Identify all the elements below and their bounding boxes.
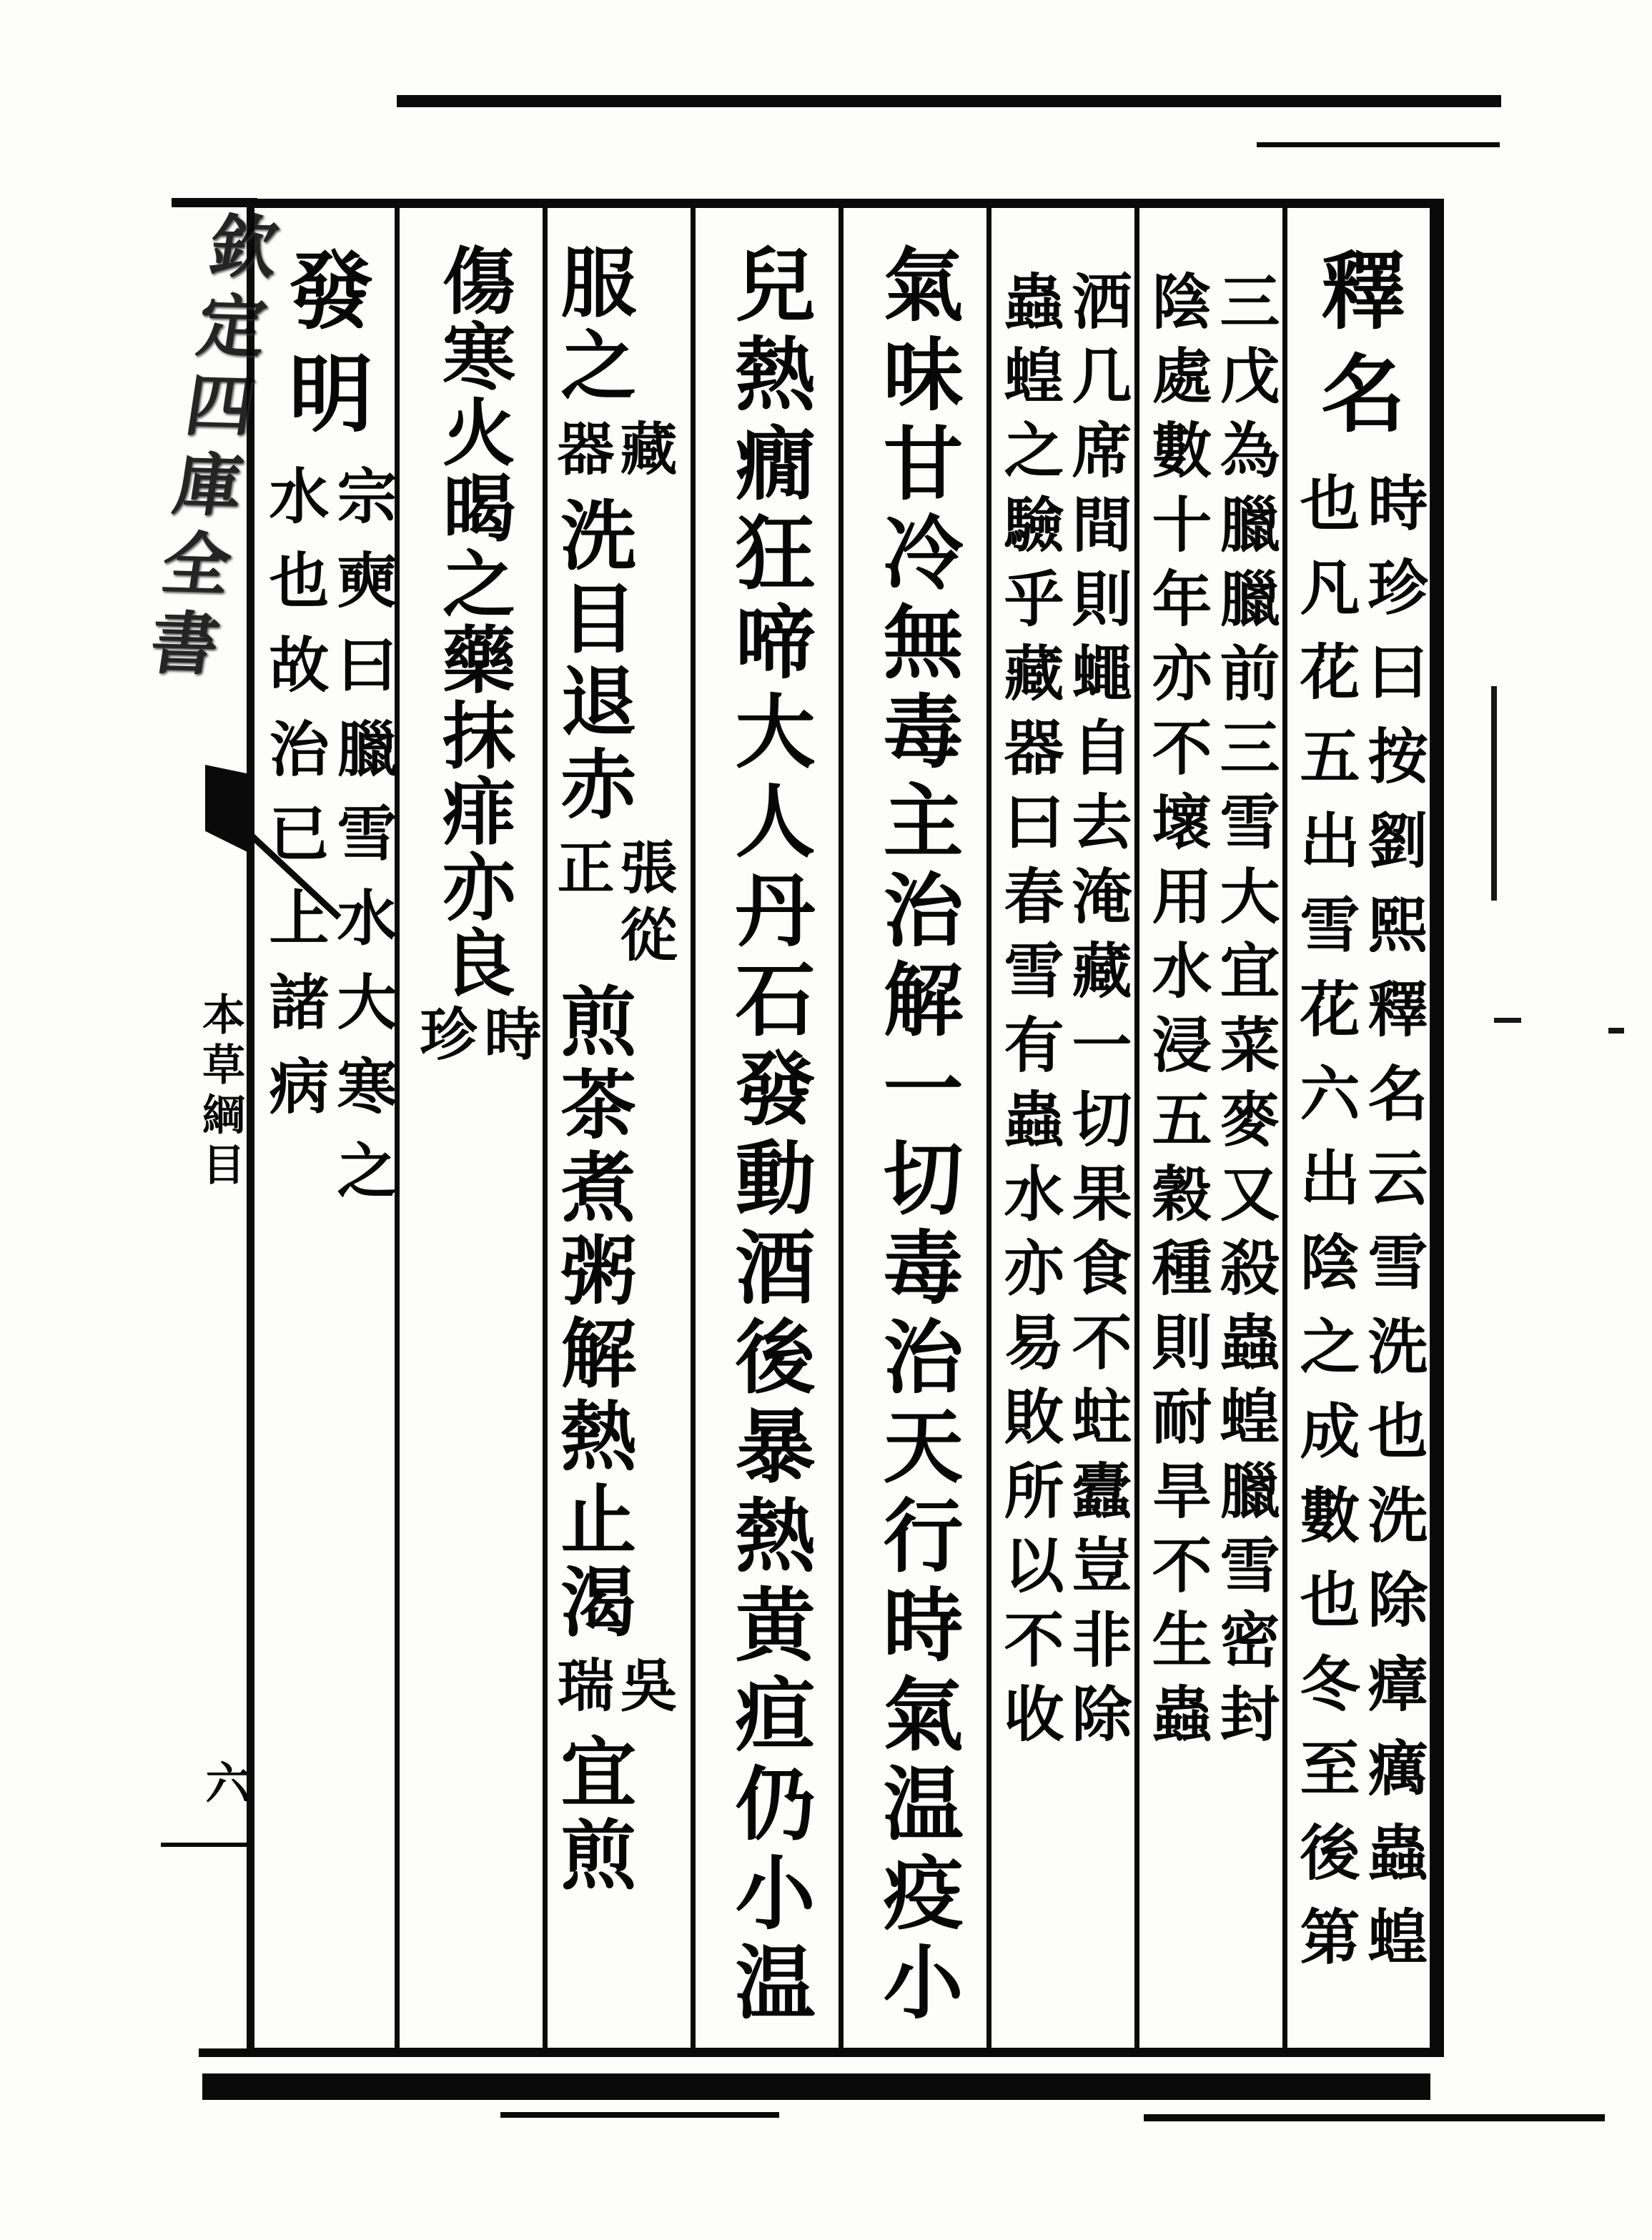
commentary-right-line: 洒几席間則蠅自去淹藏一切果食不蛀蠹豈非除 [1062,270,1133,1757]
attribution-shizhen [410,1004,542,1061]
main-text-column-7: 傷寒火暍之藥抹痱亦良 [430,243,516,1001]
running-title: 本草綱目 [195,992,245,1192]
commentary-left-line: 蟲蝗之驗乎藏器曰春雪有蟲水亦易敗所以不收 [994,270,1065,1757]
commentary-column-1 [1291,472,1428,1990]
attribution-right: 吳 [610,1655,678,1723]
main-text-segment: 煎茶煮粥解熱止渴 [548,982,638,1645]
edition-label: 欽定四庫全書 [133,209,284,688]
main-text-segment: 洗目退赤 [548,496,638,828]
bottom-dash-right [1144,2114,1605,2121]
attribution-left: 器 [548,419,615,486]
section-heading-shiming: 釋名 [1307,247,1406,452]
main-text-column-5: 兒熱癇狂啼大人丹石發動酒後暴熱黄疸仍小温 [722,243,816,2030]
commentary-left-line: 水也故治已上諸病 [259,465,330,1139]
margin-mark [1494,1018,1521,1023]
attribution-cangqi [550,419,676,486]
main-text-column-6 [548,243,678,1898]
commentary-column-3 [995,270,1132,1757]
main-text-segment: 服之 [548,243,638,409]
fishtail-mark-icon [205,765,247,852]
page-number: 六 [198,1760,250,1804]
commentary-column-2 [1143,270,1280,1757]
attribution-left: 珍 [410,1004,478,1061]
attribution-right: 時 [475,1004,542,1061]
attribution-left: 瑞 [548,1655,615,1723]
frame-top-extension [172,198,257,207]
column-divider [986,208,991,2048]
attribution-left: 正 [548,838,615,905]
commentary-column-8 [260,465,397,1224]
attribution-zhangcongzheng [550,838,676,972]
commentary-right-line: 宗奭曰臘雪水大寒之 [327,465,398,1224]
bottom-dash-left [500,2112,779,2118]
right-border-double [1491,686,1497,901]
commentary-left-line: 陰處數十年亦不壞用水浸五穀種則耐旱不生蟲 [1142,270,1213,1757]
commentary-right-line: 時珍曰按劉熙釋名云雪洗也洗除瘴癘蟲蝗 [1358,472,1429,1990]
column-divider [691,208,696,2048]
top-edge-rule-2 [1257,142,1500,147]
page-number-rule [161,1843,247,1847]
column-divider [839,208,844,2048]
main-text-segment: 宜煎 [548,1733,638,1898]
attribution-wurui [550,1655,676,1723]
top-edge-rule [397,95,1501,107]
column-divider [1134,208,1139,2048]
commentary-left-line: 也凡花五出雪花六出陰之成數也冬至後第 [1290,472,1361,1990]
column-divider [1282,208,1287,2048]
attribution-right: 藏 [610,419,678,486]
main-text-column-4: 氣味甘冷無毒主治解一切毒治天行時氣温疫小 [870,243,964,2030]
attribution-right: 張從 [610,838,678,972]
bottom-edge-rule [202,2073,1430,2100]
section-heading-faming: 發明 [274,247,374,452]
commentary-right-line: 三戊為臘臘前三雪大宜菜麥又殺蟲蝗臘雪密封 [1210,270,1281,1757]
margin-mark-2 [1608,1028,1624,1034]
